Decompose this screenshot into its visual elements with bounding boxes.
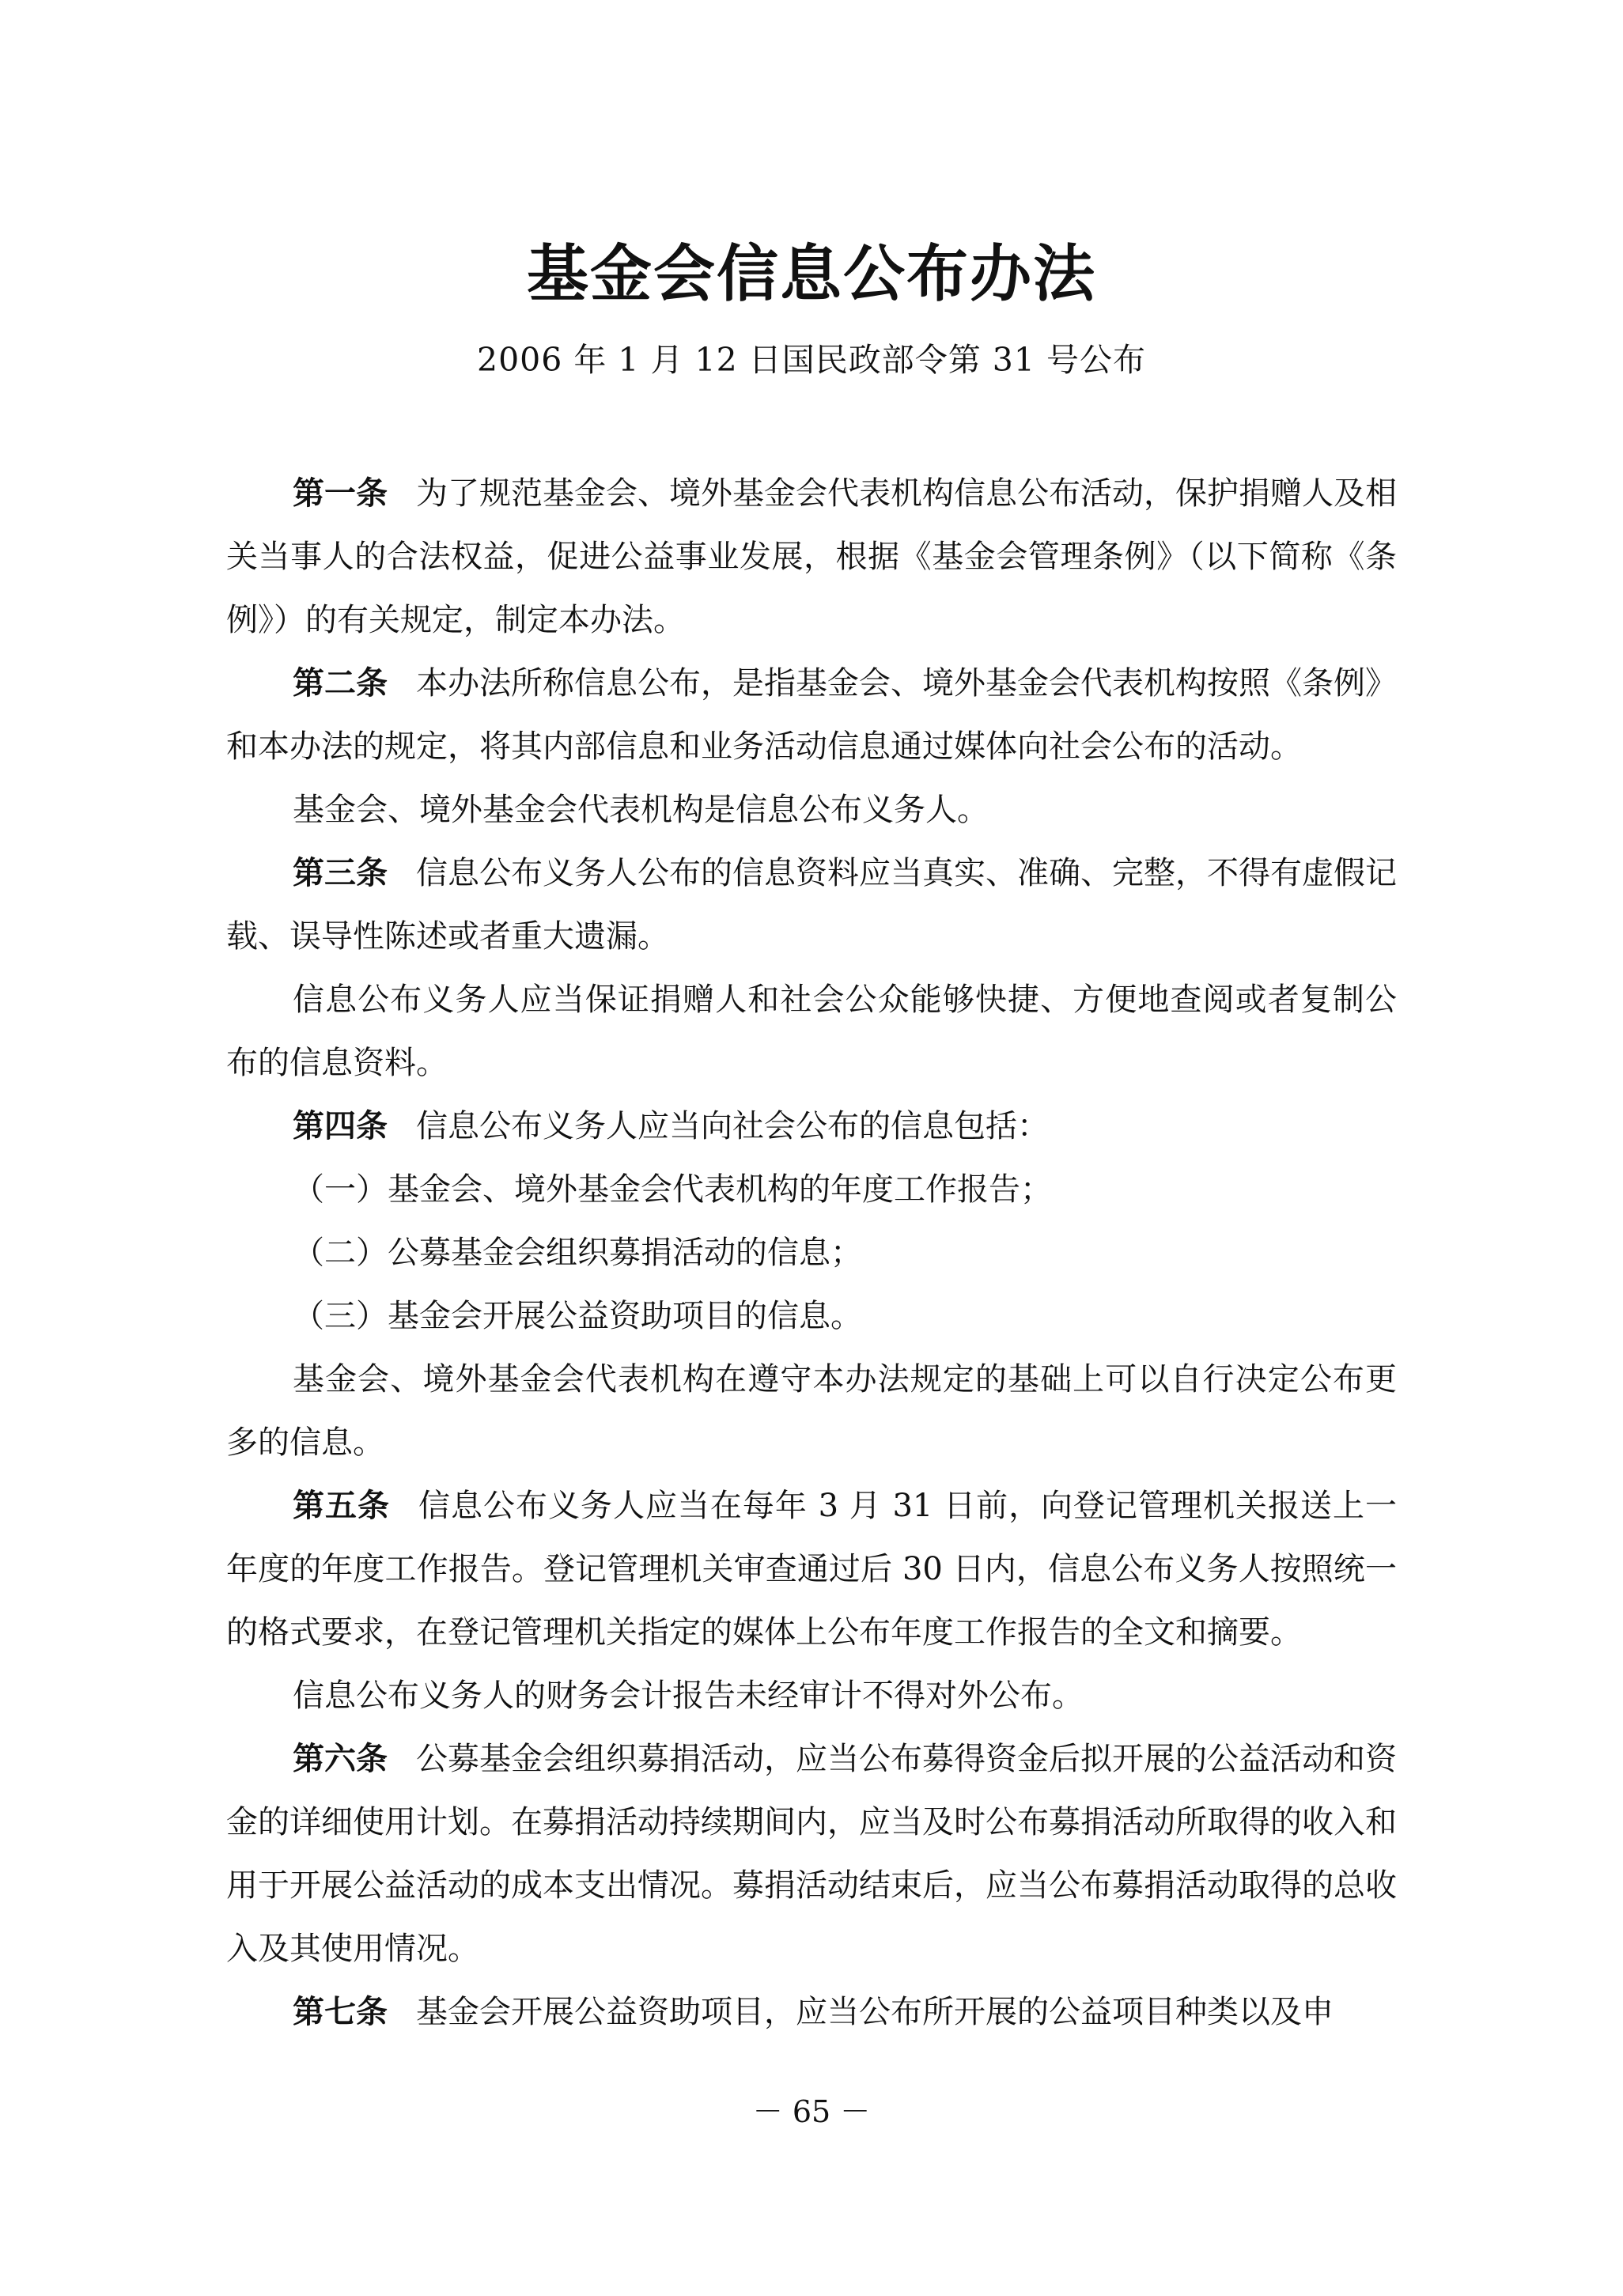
paragraph: [226, 1980, 1397, 2044]
paragraph-text: 信息公布义务人应当在每年 3 月 31 日前，向登记管理机关报送上一年度的年度工作报告。登记管理机关审查通过后 30 日内，信息公布义务人按照统一的格式要求，在登记管理机关指定的媒体上公布年度工作报告的全文和摘要。: [226, 1488, 1397, 1651]
paragraph: [226, 1348, 1397, 1474]
list-item: [226, 1284, 1397, 1348]
list-item: [226, 1221, 1397, 1284]
paragraph: [226, 968, 1397, 1095]
paragraph: [226, 1664, 1397, 1727]
paragraph-text: 信息公布义务人公布的信息资料应当真实、准确、完整，不得有虚假记载、误导性陈述或者重大遗漏。: [226, 855, 1397, 955]
article-label: 第四条: [293, 1107, 388, 1144]
paragraph: [226, 842, 1397, 968]
list-item: [226, 1158, 1397, 1221]
paragraph: [226, 462, 1397, 652]
paragraph-text: 信息公布义务人应当保证捐赠人和社会公众能够快捷、方便地查阅或者复制公布的信息资料。: [226, 982, 1397, 1081]
paragraph-text: 本办法所称信息公布，是指基金会、境外基金会代表机构按照《条例》和本办法的规定，将其内部信息和业务活动信息通过媒体向社会公布的活动。: [226, 665, 1397, 765]
paragraph-text: 基金会、境外基金会代表机构在遵守本办法规定的基础上可以自行决定公布更多的信息。: [226, 1361, 1397, 1461]
paragraph-text: 为了规范基金会、境外基金会代表机构信息公布活动，保护捐赠人及相关当事人的合法权益，促进公益事业发展，根据《基金会管理条例》（以下简称《条例》）的有关规定，制定本办法。: [226, 475, 1397, 638]
paragraph-text: （三）基金会开展公益资助项目的信息。: [293, 1298, 862, 1334]
paragraph-text: 公募基金会组织募捐活动，应当公布募得资金后拟开展的公益活动和资金的详细使用计划。在募捐活动持续期间内，应当及时公布募捐活动所取得的收入和用于开展公益活动的成本支出情况。募捐活动结束后，应当公布募捐活动取得的总收入及其使用情况。: [226, 1741, 1397, 1967]
document-subtitle: 2006 年 1 月 12 日国民政部令第 31 号公布: [477, 341, 1146, 379]
paragraph: [226, 778, 1397, 842]
paragraph: [226, 1727, 1397, 1980]
paragraph-text: （一）基金会、境外基金会代表机构的年度工作报告；: [293, 1171, 1052, 1208]
article-label: 第五条: [293, 1487, 390, 1524]
paragraph-text: （二）公募基金会组织募捐活动的信息；: [293, 1235, 862, 1271]
paragraph-text: 信息公布义务人应当向社会公布的信息包括：: [416, 1108, 1049, 1144]
paragraph: [226, 652, 1397, 778]
paragraph-text: 基金会、境外基金会代表机构是信息公布义务人。: [293, 792, 989, 828]
article-label: 第一条: [293, 475, 388, 512]
paragraph-text: 信息公布义务人的财务会计报告未经审计不得对外公布。: [293, 1678, 1084, 1714]
article-label: 第六条: [293, 1740, 388, 1777]
article-label: 第三条: [293, 854, 388, 891]
page-number: － 65 －: [752, 2094, 871, 2129]
paragraph: [226, 1474, 1397, 1664]
paragraph-text: 基金会开展公益资助项目，应当公布所开展的公益项目种类以及申: [416, 1994, 1334, 2030]
paragraph: [226, 1095, 1397, 1158]
document-body: [226, 462, 1397, 2044]
document-title: 基金会信息公布办法: [526, 238, 1096, 310]
article-label: 第二条: [293, 664, 388, 702]
article-label: 第七条: [293, 1993, 388, 2030]
